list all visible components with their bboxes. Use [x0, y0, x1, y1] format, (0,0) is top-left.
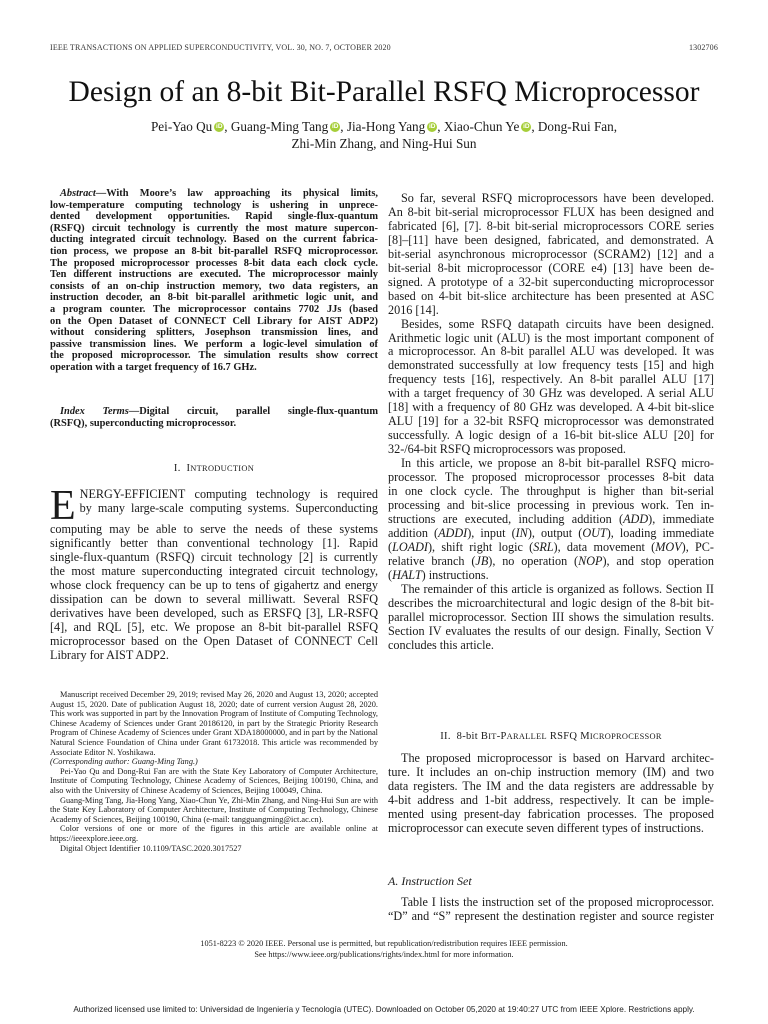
copyright-notice: 1051-8223 © 2020 IEEE. Personal use is permitted, but republication/redistribution requires IEEE permission. See https://www.ieee.org/publications/rights/index.html for more information.	[200, 939, 568, 959]
section-heading-introduction: I. INTRODUCTION	[173, 463, 255, 474]
author-name: Guang-Ming Tang	[230, 119, 329, 134]
author-list	[0, 118, 768, 152]
author-name: Jia-Hong Yang	[346, 119, 426, 134]
orcid-icon[interactable]: iD	[216, 123, 223, 130]
paragraph: In this article, we propose an 8-bit bit-parallel RSFQ micro- processor. The proposed microprocessor processes 8-bit data in one clock cycle. The throughput is higher than bit-serial processing and bit-slice processing in previous work. Ten in- structions are executed, including addition (ADD), immediate addition (ADDI), input (IN), output (OUT), loading immediate (LOADI), shift right logic (SRL), data movement (MOV), PC- relative branch (JB), no operation (NOP), and stop operation (HALT) instructions.	[388, 456, 714, 582]
author-name: Dong-Rui Fan,	[537, 119, 618, 134]
introduction-text: E NERGY-EFFICIENT computing technology is required by many large-scale computing systems. Superconducting computing may be able to serve the needs of these systems significantly better than conventional technology [1]. Rapid single-flux-quantum (RSFQ) circuit technology [2] is currently the most mature superconducting integrated circuit technology, whose clock frequency can be up to tens of gigahertz and energy dissipation can be down to several milliwatt. Several RSFQ derivatives have been developed, such as ERSFQ [3], LR-RSFQ [4], and RQL [5], etc. We propose an 8-bit bit-parallel RSFQ microprocessor based on the Open Dataset of CONNECT Cell Library for AIST ADP2.	[50, 483, 378, 662]
drop-cap: E	[50, 483, 76, 529]
page-number: 1302706	[688, 43, 718, 52]
corresponding-author: (Corresponding author: Guang-Ming Tang.)	[50, 757, 198, 767]
orcid-icon[interactable]: iD	[523, 123, 530, 130]
paragraph: The remainder of this article is organized as follows. Section II describes the microarchitectural and logic design of the 8-bit bit- parallel microprocessor. Section III shows the simulation results. Section IV evaluates the results of our design. Finally, Section V concludes this article.	[388, 581, 714, 652]
manuscript-note: Manuscript received December 29, 2019; revised May 26, 2020 and August 13, 2020; accepted August 15, 2020. Date of publication August 18, 2020; date of current version August 28, 2020. This work was supported in part by the Innovation Program of Institute of Computing Technology, Chinese Academy of Sciences under Grant 20186120, in part by the Strategic Priority Research Program of Chinese Academy of Sciences under Grant XDA18000000, and in part by the National Natural Science Foundation of China under Grant 61732018. This article was recommended by Associate Editor N. Yoshikawa.	[50, 690, 378, 757]
orcid-icon[interactable]: iD	[332, 123, 339, 130]
author-name: Pei-Yao Qu	[150, 119, 213, 134]
paragraph: Besides, some RSFQ datapath circuits have been designed. Arithmetic logic unit (ALU) is the most important component of a microprocessor. An 8-bit parallel ALU was developed. It was demonstrated successfully at low frequency tests [15] and high frequency tests [16], respectively. An 8-bit parallel ALU [17] with a target frequency of 30 GHz was developed. A serial ALU [18] with a frequency of 80 GHz was developed. A 4-bit bit-slice ALU [19] for a 32-bit RSFQ microprocessor was demonstrated successfully. A logic design of a 16-bit bit-slice ALU [20] for 32-/64-bit RSFQ microprocessors was proposed.	[388, 316, 714, 457]
index-terms: Index Terms—Digital circuit, parallel single-flux-quantum (RSFQ), superconducting microprocessor.	[50, 406, 378, 429]
authorized-use-footer: Authorized licensed use limited to: Universidad de Ingeniería y Tecnología (UTEC). Downloaded on October 05,2020 at 19:40:27 UTC from IEEE Xplore. Restrictions apply.	[73, 1005, 695, 1014]
section-ii-text: The proposed microprocessor is based on Harvard architec- ture. It includes an on-chip instruction memory (IM) and two data registers. The IM and the data registers are addressable by 4-bit address and 1-bit address, respectively. It can be imple- mented using present-day fabrication processes. The proposed microprocessor can execute seven different types of instructions.	[388, 751, 714, 835]
author-line-2: Zhi-Min Zhang, and Ning-Hui Sun	[291, 136, 477, 151]
paragraph: So far, several RSFQ microprocessors have been developed. An 8-bit bit-serial microprocessor FLUX has been designed and fabricated [6], [7]. 8-bit bit-serial microprocessors CORE series [8]–[11] have been designed, fabricated, and demonstrated. A bit-serial asynchronous microprocessor (SCRAM2) [12] and a bit-serial 8-bit microprocessor (CORE e4) [13] have been de- signed. A prototype of a 32-bit superconducting microprocessor based on 4-bit bit-slice architecture has been presented at ASC 2016 [14].	[388, 191, 714, 317]
instruction-set-text: Table I lists the instruction set of the proposed microprocessor. “D” and “S” represent the destination register and source register	[388, 895, 714, 923]
doi-note: Digital Object Identifier 10.1109/TASC.2020.3017527	[60, 843, 242, 853]
affiliation-note: Pei-Yao Qu and Dong-Rui Fan are with the State Key Laboratory of Computer Architecture, Institute of Computing Technology, Chinese Academy of Sciences, Beijing 100190, China, and also with the University of Chinese Academy of Sciences, Beijing 100049, China.	[50, 766, 378, 795]
abstract-label: Abstract	[60, 188, 96, 199]
running-header-journal: IEEE TRANSACTIONS ON APPLIED SUPERCONDUCTIVITY, VOL. 30, NO. 7, OCTOBER 2020	[50, 43, 391, 52]
subsection-heading: A. Instruction Set	[388, 874, 472, 888]
footnotes	[50, 690, 378, 853]
section-heading-architecture: II. 8-bit BIT-PARALLEL RSFQ MICROPROCESSOR	[440, 731, 662, 742]
author-name: Xiao-Chun Ye	[443, 119, 520, 134]
abstract: Abstract—With Moore’s law approaching its physical limits, low-temperature computing technology is ushering in unprece- dented development opportunities. Rapid single-flux-quantum (RSFQ) circuit technology is currently the most mature supercon- ducting integrated circuit technology. Based on the current fabrica- tion process, we propose an 8-bit bit-parallel RSFQ microprocessor. The proposed microprocessor processes 8-bit data each clock cycle. Ten different instructions are executed. The microprocessor mainly consists of an on-chip instruction memory, two data registers, an instruction decoder, an 8-bit bit-parallel arithmetic logic unit, and a program counter. The microprocessor contains 7702 JJs (based on the Open Dataset of CONNECT Cell Library for AIST ADP2) without considering splitters, Josephson transmission lines, and passive transmission lines. We perform a logic-level simulation of the proposed microprocessor. The simulation results show correct operation with a target frequency of 16.7 GHz.	[50, 188, 378, 373]
paper-title: Design of an 8-bit Bit-Parallel RSFQ Microprocessor	[68, 76, 700, 108]
color-note: Color versions of one or more of the figures in this article are available online at https://ieeexplore.ieee.org.	[50, 824, 378, 843]
affiliation-note: Guang-Ming Tang, Jia-Hong Yang, Xiao-Chun Ye, Zhi-Min Zhang, and Ning-Hui Sun are with the State Key Laboratory of Computer Architecture, Institute of Computing Technology, Chinese Academy of Sciences, Beijing 100190, China (e-mail: tangguangming@ict.ac.cn).	[50, 795, 378, 824]
orcid-icon[interactable]: iD	[429, 123, 436, 130]
right-column-text	[388, 192, 714, 652]
author-line-1: Pei-Yao Qu iD , Guang-Ming Tang iD , Jia-Hong Yang iD , Xiao-Chun Ye iD , Dong-Rui Fan,	[150, 119, 618, 134]
index-terms-label: Index Terms	[60, 406, 129, 417]
